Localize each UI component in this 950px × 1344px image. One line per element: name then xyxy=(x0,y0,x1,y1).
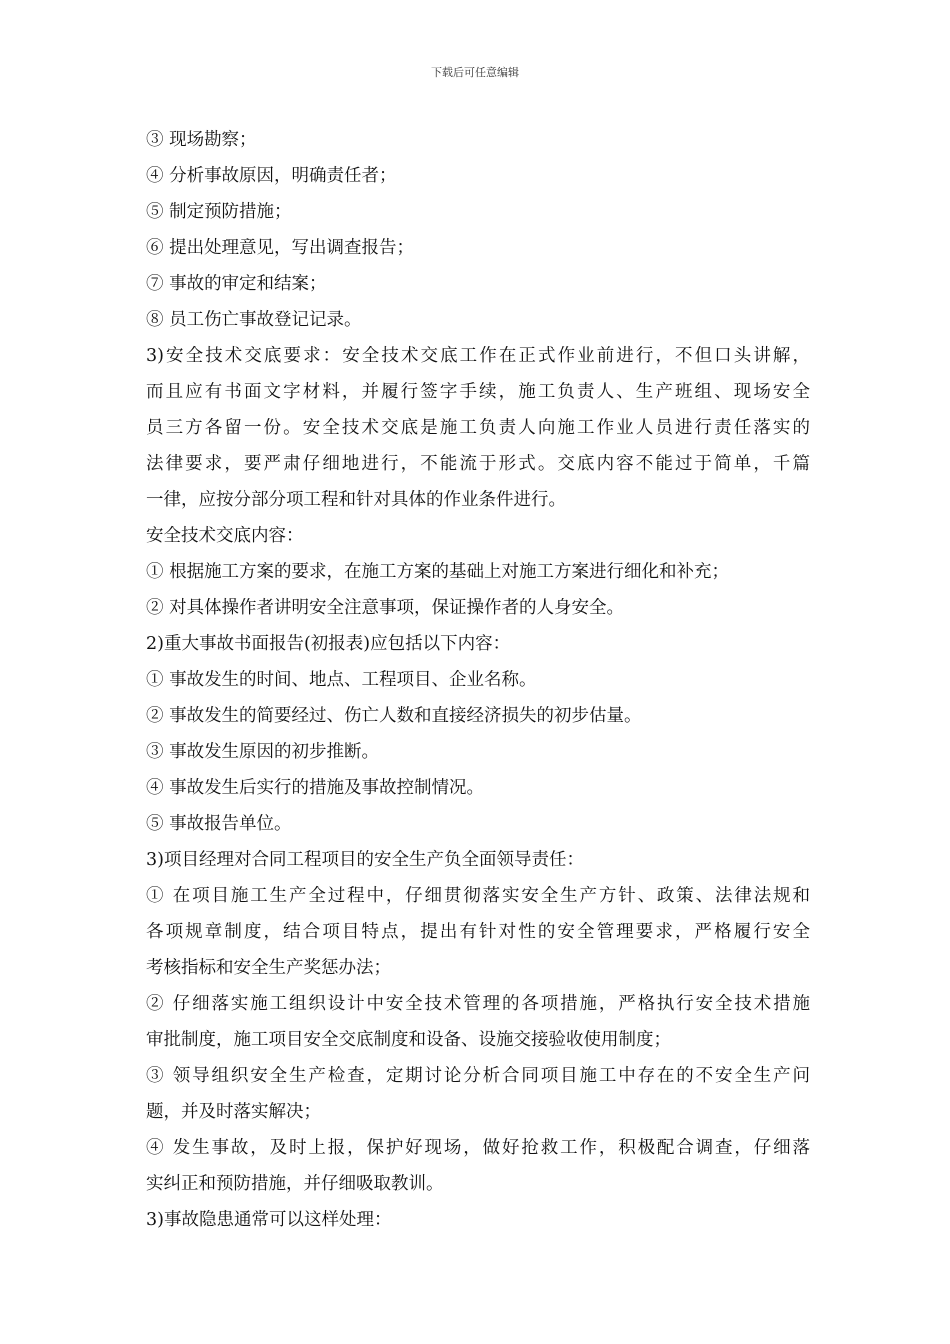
text-line: 2)重大事故书面报告(初报表)应包括以下内容： xyxy=(146,634,511,654)
text-line: 3)项目经理对合同工程项目的安全生产负全面领导责任： xyxy=(146,850,584,870)
document-body xyxy=(146,122,810,1238)
text-line: 各项规章制度，结合项目特点，提出有针对性的安全管理要求，严格履行安全 xyxy=(146,922,810,942)
text-line: ⑤ 事故报告单位。 xyxy=(146,814,292,834)
text-line: ① 事故发生的时间、地点、工程项目、企业名称。 xyxy=(146,670,537,690)
text-line: ③ 领导组织安全生产检查，定期讨论分析合同项目施工中存在的不安全生产问 xyxy=(146,1066,810,1086)
text-line: ② 事故发生的简要经过、伤亡人数和直接经济损失的初步估量。 xyxy=(146,706,642,726)
text-line: 法律要求，要严肃仔细地进行，不能流于形式。交底内容不能过于简单，千篇 xyxy=(146,454,810,474)
text-line: 考核指标和安全生产奖惩办法； xyxy=(146,958,391,978)
text-line: ③ 事故发生原因的初步推断。 xyxy=(146,742,380,762)
text-line: 员三方各留一份。安全技术交底是施工负责人向施工作业人员进行责任落实的 xyxy=(146,418,810,438)
text-line: 安全技术交底内容： xyxy=(146,526,304,546)
text-line: ④ 发生事故，及时上报，保护好现场，做好抢救工作，积极配合调查，仔细落 xyxy=(146,1138,810,1158)
text-line: 审批制度，施工项目安全交底制度和设备、设施交接验收使用制度； xyxy=(146,1030,671,1050)
text-line: ⑥ 提出处理意见，写出调查报告； xyxy=(146,238,415,258)
text-line: 而且应有书面文字材料，并履行签字手续，施工负责人、生产班组、现场安全 xyxy=(146,382,810,402)
text-line: 一律，应按分部分项工程和针对具体的作业条件进行。 xyxy=(146,490,566,510)
text-line: ③ 现场勘察； xyxy=(146,130,257,150)
text-line: 3)事故隐患通常可以这样处理： xyxy=(146,1210,392,1230)
text-line: ② 对具体操作者讲明安全注意事项，保证操作者的人身安全。 xyxy=(146,598,625,618)
text-line: ④ 事故发生后实行的措施及事故控制情况。 xyxy=(146,778,485,798)
text-line: ① 在项目施工生产全过程中，仔细贯彻落实安全生产方针、政策、法律法规和 xyxy=(146,886,810,906)
page-header: 下载后可任意编辑 xyxy=(431,66,519,79)
text-line: ① 根据施工方案的要求，在施工方案的基础上对施工方案进行细化和补充； xyxy=(146,562,730,582)
text-line: ② 仔细落实施工组织设计中安全技术管理的各项措施，严格执行安全技术措施 xyxy=(146,994,810,1014)
text-line: 实纠正和预防措施，并仔细吸取教训。 xyxy=(146,1174,444,1194)
text-line: 3)安全技术交底要求：安全技术交底工作在正式作业前进行，不但口头讲解， xyxy=(146,346,810,366)
text-line: 题，并及时落实解决； xyxy=(146,1102,321,1122)
text-line: ⑦ 事故的审定和结案； xyxy=(146,274,327,294)
text-line: ⑤ 制定预防措施； xyxy=(146,202,292,222)
text-line: ④ 分析事故原因，明确责任者； xyxy=(146,166,397,186)
text-line: ⑧ 员工伤亡事故登记记录。 xyxy=(146,310,362,330)
